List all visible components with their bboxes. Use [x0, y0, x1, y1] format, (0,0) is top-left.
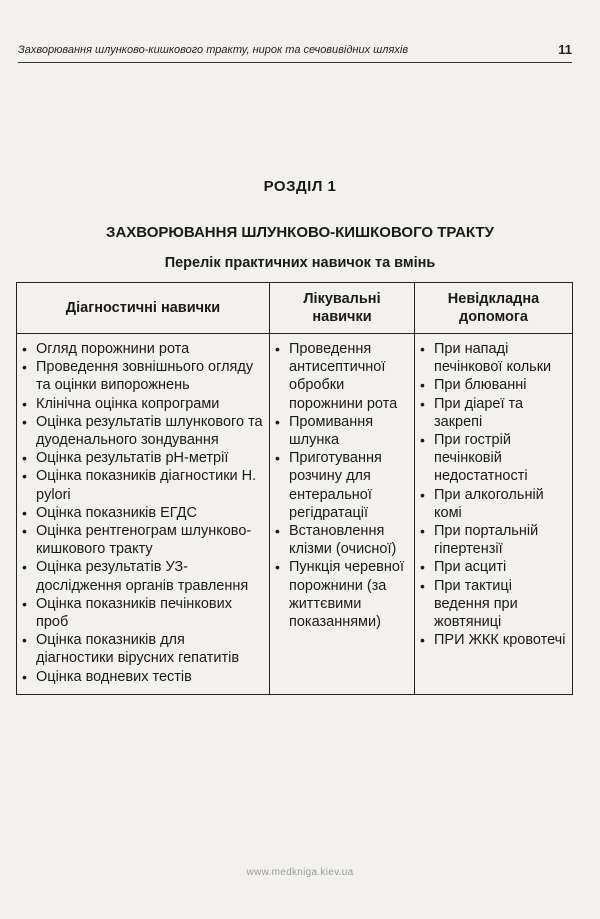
diagnostic-skills-list: [21, 340, 265, 686]
list-item: • Оцінка результатів pH-метрії: [21, 449, 265, 467]
column-header-treatment: Лікувальні навички: [270, 283, 415, 334]
column-header-emergency: Невідкладна допомога: [415, 283, 573, 334]
skills-table: [16, 282, 573, 695]
section-subtitle: Перелік практичних навичок та вмінь: [164, 255, 436, 271]
emergency-care-cell: [415, 334, 573, 695]
diagnostic-skills-cell: [17, 334, 270, 695]
list-item: • Оцінка водневих тестів: [21, 668, 265, 686]
list-item: • Встановлення клізми (очисної): [274, 522, 410, 558]
table-body-row: [17, 334, 573, 695]
treatment-skills-list: [274, 340, 410, 631]
section-title: ЗАХВОРЮВАННЯ ШЛУНКОВО-КИШКОВОГО ТРАКТУ: [106, 224, 494, 241]
list-item: • Оцінка результатів шлункового та дуоденального зондування: [21, 413, 265, 449]
emergency-care-list: [419, 340, 568, 649]
list-item: • При блюванні: [419, 376, 568, 394]
running-title: Захворювання шлунково-кишкового тракту, нирок та сечовивідних шляхів: [18, 44, 409, 56]
list-item: • Огляд порожнини рота: [21, 340, 265, 358]
list-item: • При асциті: [419, 558, 568, 576]
list-item: • При нападі печінкової кольки: [419, 340, 568, 376]
footer-url: www.medkniga.kiev.ua: [246, 867, 354, 878]
page-number: 11: [558, 42, 572, 57]
list-item: • При тактиці ведення при жовтяниці: [419, 577, 568, 632]
list-item: • При діареї та закрепі: [419, 395, 568, 431]
list-item: • Промивання шлунка: [274, 413, 410, 449]
table-header-row: [17, 283, 573, 334]
list-item: • Оцінка результатів УЗ-дослідження органів травлення: [21, 558, 265, 594]
list-item: • Оцінка показників для діагностики вірусних гепатитів: [21, 631, 265, 667]
column-header-diagnostic: Діагностичні навички: [17, 283, 270, 334]
list-item: • Приготування розчину для ентеральної регідратації: [274, 449, 410, 522]
running-header: [18, 44, 572, 63]
list-item: • Оцінка показників діагностики H. pylori: [21, 467, 265, 503]
list-item: • Проведення антисептичної обробки порожнини рота: [274, 340, 410, 413]
list-item: • Оцінка рентгенограм шлунково-кишкового тракту: [21, 522, 265, 558]
list-item: • Проведення зовнішнього огляду та оцінки випорожнень: [21, 358, 265, 394]
section-label: РОЗДІЛ 1: [263, 178, 337, 195]
list-item: • Оцінка показників печінкових проб: [21, 595, 265, 631]
list-item: • При портальній гіпертензії: [419, 522, 568, 558]
treatment-skills-cell: [270, 334, 415, 695]
list-item: • Пункція черевної порожнини (за життєвими показаннями): [274, 558, 410, 631]
list-item: • Клінічна оцінка копрограми: [21, 395, 265, 413]
list-item: • ПРИ ЖКК кровотечі: [419, 631, 568, 649]
list-item: • При алкогольній комі: [419, 486, 568, 522]
list-item: • Оцінка показників ЕГДС: [21, 504, 265, 522]
list-item: • При гострій печінковій недостатності: [419, 431, 568, 486]
